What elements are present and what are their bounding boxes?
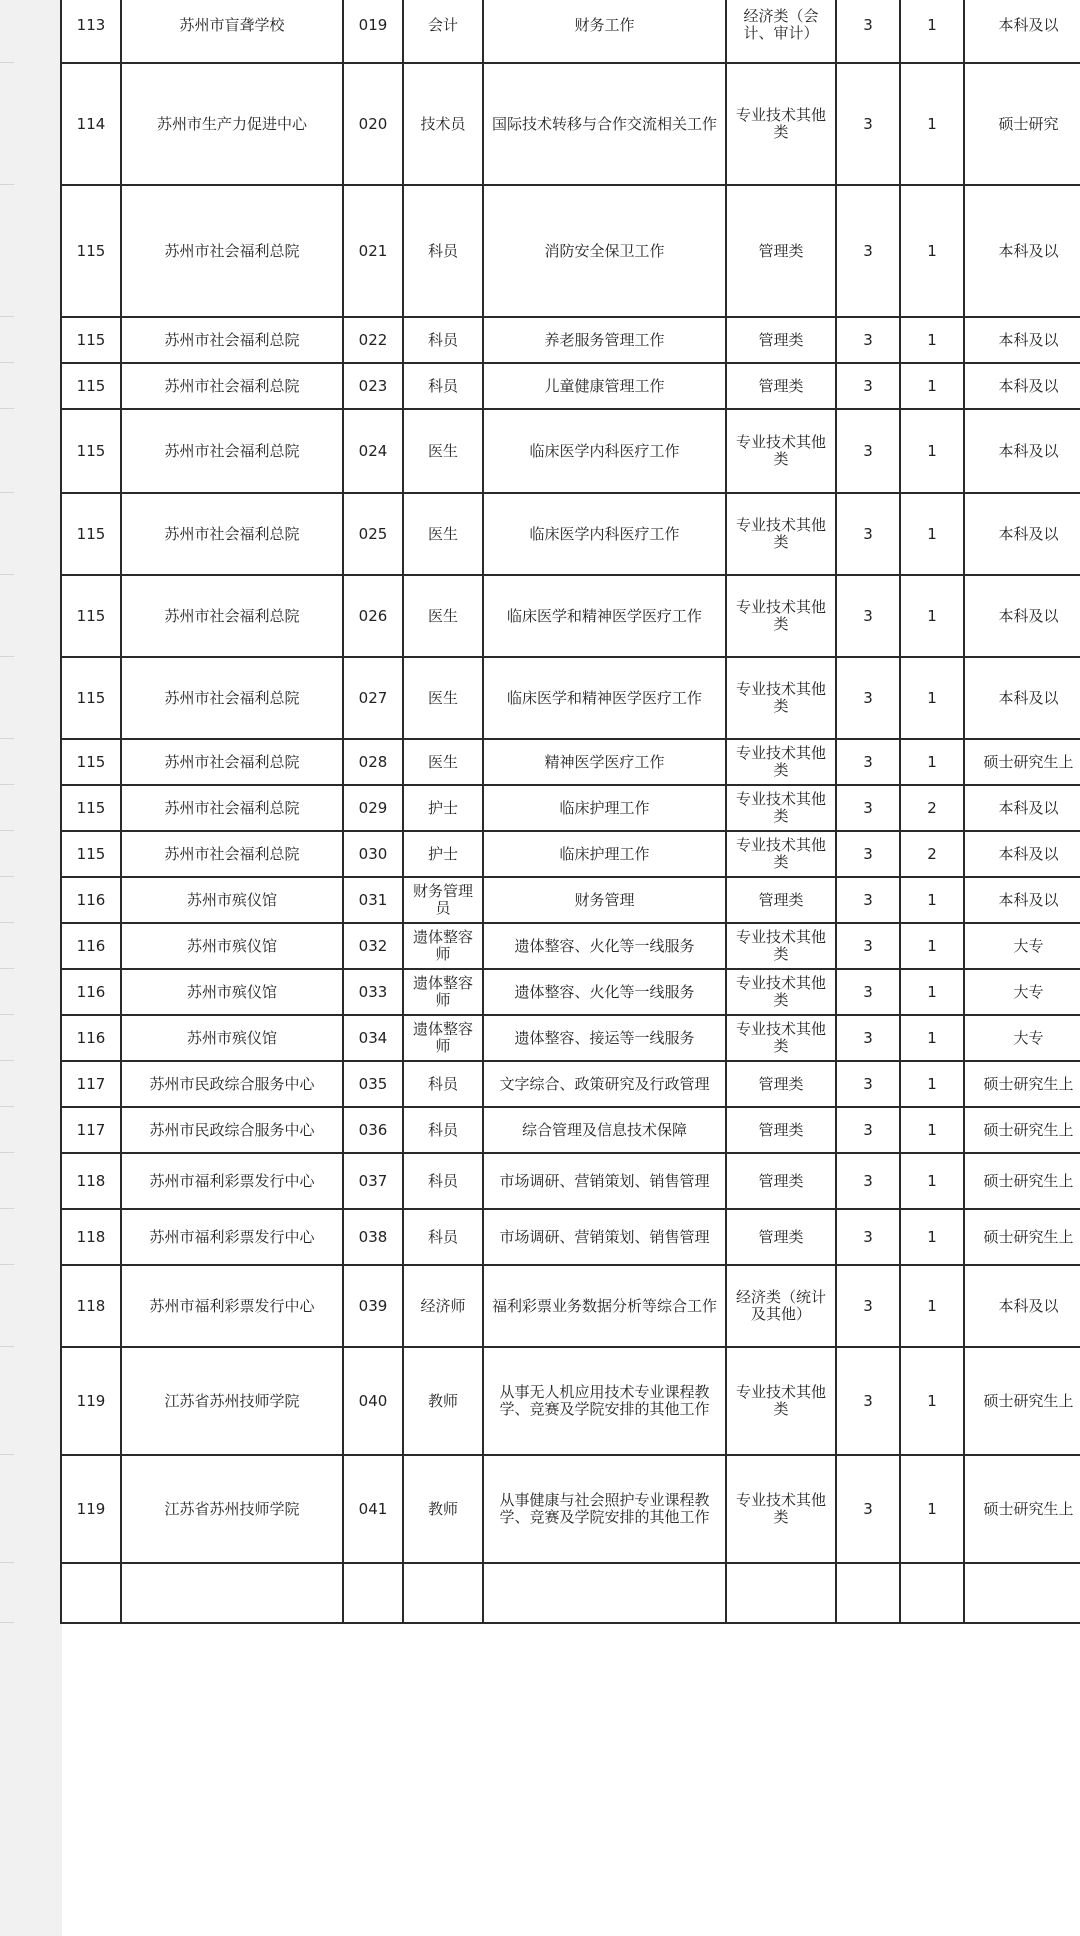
- job-description-cell: 消防安全保卫工作: [483, 185, 726, 317]
- post-name-cell: 经济师: [403, 1265, 483, 1347]
- education-cell: 本科及以: [964, 575, 1080, 657]
- level-cell: 3: [836, 877, 900, 923]
- post-category-cell: 专业技术其他类: [726, 969, 836, 1015]
- serial-cell: 116: [61, 923, 121, 969]
- post-name-cell: 教师: [403, 1455, 483, 1563]
- post-category-cell: 专业技术其他类: [726, 739, 836, 785]
- gutter-tick: [0, 1562, 14, 1563]
- gutter-tick: [0, 1346, 14, 1347]
- gutter-tick: [0, 784, 14, 785]
- post-category-cell: 专业技术其他类: [726, 785, 836, 831]
- level-cell: 3: [836, 1265, 900, 1347]
- job-description-cell: 福利彩票业务数据分析等综合工作: [483, 1265, 726, 1347]
- post-category-cell: 专业技术其他类: [726, 657, 836, 739]
- job-description-cell: 养老服务管理工作: [483, 317, 726, 363]
- table-row: [61, 739, 1080, 785]
- level-cell: 3: [836, 409, 900, 493]
- level-cell: 3: [836, 1107, 900, 1153]
- education-cell: 本科及以: [964, 493, 1080, 575]
- level-cell: 3: [836, 1061, 900, 1107]
- post-code-cell: 023: [343, 363, 403, 409]
- table-row: [61, 1107, 1080, 1153]
- quota-cell: 1: [900, 1107, 964, 1153]
- level-cell: 3: [836, 1015, 900, 1061]
- education-cell: 硕士研究生上: [964, 1107, 1080, 1153]
- job-description-cell: 财务管理: [483, 877, 726, 923]
- quota-cell: 1: [900, 317, 964, 363]
- quota-cell: 1: [900, 63, 964, 185]
- education-cell: 硕士研究生上: [964, 1347, 1080, 1455]
- level-cell: 3: [836, 575, 900, 657]
- serial-cell: 115: [61, 409, 121, 493]
- job-description-cell: 文字综合、政策研究及行政管理: [483, 1061, 726, 1107]
- post-code-cell: 028: [343, 739, 403, 785]
- post-category-cell: 管理类: [726, 185, 836, 317]
- table-row: [61, 657, 1080, 739]
- post-category-cell: 专业技术其他类: [726, 923, 836, 969]
- table-row: [61, 1563, 1080, 1623]
- post-name-cell: 会计: [403, 0, 483, 63]
- gutter-tick: [0, 1106, 14, 1107]
- quota-cell: 1: [900, 409, 964, 493]
- gutter-tick: [0, 656, 14, 657]
- education-cell: 本科及以: [964, 657, 1080, 739]
- table-row: [61, 363, 1080, 409]
- post-name-cell: 护士: [403, 831, 483, 877]
- serial-cell: 118: [61, 1209, 121, 1265]
- serial-cell: [61, 1563, 121, 1623]
- post-name-cell: 科员: [403, 1107, 483, 1153]
- level-cell: 3: [836, 363, 900, 409]
- post-category-cell: 专业技术其他类: [726, 1015, 836, 1061]
- unit-name-cell: 苏州市殡仪馆: [121, 969, 343, 1015]
- gutter-tick: [0, 62, 14, 63]
- post-category-cell: 专业技术其他类: [726, 493, 836, 575]
- quota-cell: 2: [900, 785, 964, 831]
- table-row: [61, 831, 1080, 877]
- education-cell: 本科及以: [964, 0, 1080, 63]
- education-cell: 硕士研究生上: [964, 1153, 1080, 1209]
- level-cell: 3: [836, 739, 900, 785]
- gutter-tick: [0, 968, 14, 969]
- post-category-cell: 管理类: [726, 317, 836, 363]
- post-code-cell: 021: [343, 185, 403, 317]
- job-description-cell: 遗体整容、火化等一线服务: [483, 969, 726, 1015]
- post-code-cell: [343, 1563, 403, 1623]
- education-cell: 本科及以: [964, 831, 1080, 877]
- job-description-cell: 综合管理及信息技术保障: [483, 1107, 726, 1153]
- quota-cell: 1: [900, 969, 964, 1015]
- job-description-cell: 从事无人机应用技术专业课程教学、竞赛及学院安排的其他工作: [483, 1347, 726, 1455]
- table-row: [61, 409, 1080, 493]
- left-gutter: [0, 0, 62, 1936]
- gutter-tick: [0, 738, 14, 739]
- post-code-cell: 026: [343, 575, 403, 657]
- gutter-tick: [0, 876, 14, 877]
- level-cell: [836, 1563, 900, 1623]
- table-row: [61, 877, 1080, 923]
- table-row: [61, 317, 1080, 363]
- post-name-cell: 科员: [403, 1209, 483, 1265]
- unit-name-cell: 苏州市殡仪馆: [121, 923, 343, 969]
- quota-cell: 1: [900, 1209, 964, 1265]
- gutter-tick: [0, 922, 14, 923]
- job-description-cell: 临床医学和精神医学医疗工作: [483, 575, 726, 657]
- quota-cell: 1: [900, 1153, 964, 1209]
- unit-name-cell: 苏州市社会福利总院: [121, 575, 343, 657]
- education-cell: 大专: [964, 969, 1080, 1015]
- job-description-cell: 临床医学内科医疗工作: [483, 409, 726, 493]
- post-code-cell: 031: [343, 877, 403, 923]
- serial-cell: 115: [61, 831, 121, 877]
- education-cell: 本科及以: [964, 363, 1080, 409]
- unit-name-cell: 苏州市社会福利总院: [121, 493, 343, 575]
- level-cell: 3: [836, 1209, 900, 1265]
- level-cell: 3: [836, 1455, 900, 1563]
- job-description-cell: 儿童健康管理工作: [483, 363, 726, 409]
- quota-cell: 1: [900, 1347, 964, 1455]
- table-row: [61, 1265, 1080, 1347]
- education-cell: 大专: [964, 1015, 1080, 1061]
- serial-cell: 118: [61, 1265, 121, 1347]
- serial-cell: 115: [61, 493, 121, 575]
- post-code-cell: 036: [343, 1107, 403, 1153]
- post-code-cell: 022: [343, 317, 403, 363]
- job-description-cell: 市场调研、营销策划、销售管理: [483, 1209, 726, 1265]
- post-code-cell: 025: [343, 493, 403, 575]
- table-row: [61, 1347, 1080, 1455]
- post-name-cell: 护士: [403, 785, 483, 831]
- post-name-cell: 遗体整容师: [403, 969, 483, 1015]
- serial-cell: 119: [61, 1347, 121, 1455]
- post-category-cell: 专业技术其他类: [726, 409, 836, 493]
- gutter-tick: [0, 574, 14, 575]
- level-cell: 3: [836, 493, 900, 575]
- quota-cell: 1: [900, 657, 964, 739]
- post-code-cell: 033: [343, 969, 403, 1015]
- unit-name-cell: [121, 1563, 343, 1623]
- education-cell: 硕士研究生上: [964, 1455, 1080, 1563]
- level-cell: 3: [836, 1347, 900, 1455]
- level-cell: 3: [836, 185, 900, 317]
- post-code-cell: 034: [343, 1015, 403, 1061]
- unit-name-cell: 苏州市社会福利总院: [121, 317, 343, 363]
- table-row: [61, 1061, 1080, 1107]
- post-code-cell: 038: [343, 1209, 403, 1265]
- gutter-tick: [0, 362, 14, 363]
- post-name-cell: 科员: [403, 1153, 483, 1209]
- post-code-cell: 039: [343, 1265, 403, 1347]
- unit-name-cell: 苏州市社会福利总院: [121, 785, 343, 831]
- post-category-cell: 经济类（统计及其他）: [726, 1265, 836, 1347]
- gutter-tick: [0, 1622, 14, 1623]
- gutter-tick: [0, 1264, 14, 1265]
- job-description-cell: 市场调研、营销策划、销售管理: [483, 1153, 726, 1209]
- level-cell: 3: [836, 785, 900, 831]
- post-category-cell: 管理类: [726, 1107, 836, 1153]
- level-cell: 3: [836, 0, 900, 63]
- education-cell: 硕士研究生上: [964, 1209, 1080, 1265]
- serial-cell: 115: [61, 185, 121, 317]
- quota-cell: 1: [900, 1265, 964, 1347]
- quota-cell: 1: [900, 1015, 964, 1061]
- serial-cell: 118: [61, 1153, 121, 1209]
- table-row: [61, 1015, 1080, 1061]
- unit-name-cell: 苏州市社会福利总院: [121, 831, 343, 877]
- unit-name-cell: 苏州市社会福利总院: [121, 363, 343, 409]
- unit-name-cell: 苏州市社会福利总院: [121, 185, 343, 317]
- serial-cell: 113: [61, 0, 121, 63]
- quota-cell: 1: [900, 877, 964, 923]
- post-name-cell: 医生: [403, 493, 483, 575]
- post-name-cell: 科员: [403, 317, 483, 363]
- unit-name-cell: 苏州市殡仪馆: [121, 877, 343, 923]
- post-name-cell: 科员: [403, 185, 483, 317]
- table-row: [61, 0, 1080, 63]
- table-row: [61, 1209, 1080, 1265]
- education-cell: 本科及以: [964, 185, 1080, 317]
- table-row: [61, 185, 1080, 317]
- job-description-cell: 临床护理工作: [483, 831, 726, 877]
- post-name-cell: 教师: [403, 1347, 483, 1455]
- unit-name-cell: 苏州市社会福利总院: [121, 657, 343, 739]
- quota-cell: 1: [900, 363, 964, 409]
- education-cell: 硕士研究: [964, 63, 1080, 185]
- job-description-cell: 临床医学和精神医学医疗工作: [483, 657, 726, 739]
- level-cell: 3: [836, 63, 900, 185]
- job-description-cell: 精神医学医疗工作: [483, 739, 726, 785]
- post-name-cell: 科员: [403, 1061, 483, 1107]
- post-category-cell: 管理类: [726, 877, 836, 923]
- level-cell: 3: [836, 1153, 900, 1209]
- table-row: [61, 1153, 1080, 1209]
- post-name-cell: [403, 1563, 483, 1623]
- serial-cell: 119: [61, 1455, 121, 1563]
- serial-cell: 117: [61, 1061, 121, 1107]
- post-category-cell: 专业技术其他类: [726, 575, 836, 657]
- post-name-cell: 技术员: [403, 63, 483, 185]
- serial-cell: 115: [61, 363, 121, 409]
- quota-cell: 1: [900, 739, 964, 785]
- table-row: [61, 1455, 1080, 1563]
- job-description-cell: 临床医学内科医疗工作: [483, 493, 726, 575]
- unit-name-cell: 苏州市盲聋学校: [121, 0, 343, 63]
- table-row: [61, 575, 1080, 657]
- education-cell: [964, 1563, 1080, 1623]
- quota-cell: 1: [900, 1061, 964, 1107]
- post-code-cell: 041: [343, 1455, 403, 1563]
- education-cell: 硕士研究生上: [964, 739, 1080, 785]
- post-category-cell: [726, 1563, 836, 1623]
- unit-name-cell: 苏州市福利彩票发行中心: [121, 1153, 343, 1209]
- level-cell: 3: [836, 317, 900, 363]
- unit-name-cell: 苏州市殡仪馆: [121, 1015, 343, 1061]
- post-code-cell: 024: [343, 409, 403, 493]
- gutter-tick: [0, 408, 14, 409]
- table-body: [61, 0, 1080, 1623]
- post-name-cell: 医生: [403, 739, 483, 785]
- post-code-cell: 037: [343, 1153, 403, 1209]
- post-category-cell: 管理类: [726, 1209, 836, 1265]
- post-code-cell: 030: [343, 831, 403, 877]
- serial-cell: 115: [61, 739, 121, 785]
- serial-cell: 116: [61, 1015, 121, 1061]
- education-cell: 本科及以: [964, 877, 1080, 923]
- gutter-tick: [0, 1060, 14, 1061]
- unit-name-cell: 苏州市社会福利总院: [121, 409, 343, 493]
- unit-name-cell: 苏州市社会福利总院: [121, 739, 343, 785]
- gutter-tick: [0, 492, 14, 493]
- post-code-cell: 020: [343, 63, 403, 185]
- job-description-cell: 临床护理工作: [483, 785, 726, 831]
- level-cell: 3: [836, 969, 900, 1015]
- table-row: [61, 493, 1080, 575]
- serial-cell: 115: [61, 575, 121, 657]
- table-row: [61, 923, 1080, 969]
- quota-cell: 1: [900, 1455, 964, 1563]
- post-category-cell: 专业技术其他类: [726, 831, 836, 877]
- job-description-cell: 从事健康与社会照护专业课程教学、竞赛及学院安排的其他工作: [483, 1455, 726, 1563]
- post-code-cell: 029: [343, 785, 403, 831]
- unit-name-cell: 江苏省苏州技师学院: [121, 1347, 343, 1455]
- post-category-cell: 专业技术其他类: [726, 63, 836, 185]
- table-row: [61, 969, 1080, 1015]
- table-row: [61, 63, 1080, 185]
- post-name-cell: 财务管理员: [403, 877, 483, 923]
- post-code-cell: 040: [343, 1347, 403, 1455]
- quota-cell: [900, 1563, 964, 1623]
- post-name-cell: 医生: [403, 657, 483, 739]
- quota-cell: 2: [900, 831, 964, 877]
- post-code-cell: 035: [343, 1061, 403, 1107]
- education-cell: 本科及以: [964, 317, 1080, 363]
- post-category-cell: 专业技术其他类: [726, 1347, 836, 1455]
- unit-name-cell: 苏州市民政综合服务中心: [121, 1107, 343, 1153]
- post-name-cell: 遗体整容师: [403, 1015, 483, 1061]
- unit-name-cell: 苏州市福利彩票发行中心: [121, 1209, 343, 1265]
- unit-name-cell: 苏州市福利彩票发行中心: [121, 1265, 343, 1347]
- job-description-cell: 遗体整容、接运等一线服务: [483, 1015, 726, 1061]
- recruitment-table: [60, 0, 1080, 1624]
- level-cell: 3: [836, 831, 900, 877]
- job-description-cell: [483, 1563, 726, 1623]
- gutter-tick: [0, 1208, 14, 1209]
- serial-cell: 116: [61, 969, 121, 1015]
- level-cell: 3: [836, 657, 900, 739]
- unit-name-cell: 江苏省苏州技师学院: [121, 1455, 343, 1563]
- quota-cell: 1: [900, 493, 964, 575]
- gutter-tick: [0, 1454, 14, 1455]
- post-category-cell: 专业技术其他类: [726, 1455, 836, 1563]
- post-name-cell: 医生: [403, 409, 483, 493]
- serial-cell: 117: [61, 1107, 121, 1153]
- education-cell: 硕士研究生上: [964, 1061, 1080, 1107]
- post-name-cell: 医生: [403, 575, 483, 657]
- serial-cell: 116: [61, 877, 121, 923]
- job-description-cell: 财务工作: [483, 0, 726, 63]
- unit-name-cell: 苏州市民政综合服务中心: [121, 1061, 343, 1107]
- job-description-cell: 遗体整容、火化等一线服务: [483, 923, 726, 969]
- post-name-cell: 遗体整容师: [403, 923, 483, 969]
- education-cell: 本科及以: [964, 409, 1080, 493]
- quota-cell: 1: [900, 0, 964, 63]
- education-cell: 本科及以: [964, 785, 1080, 831]
- quota-cell: 1: [900, 575, 964, 657]
- education-cell: 大专: [964, 923, 1080, 969]
- gutter-tick: [0, 1152, 14, 1153]
- serial-cell: 115: [61, 785, 121, 831]
- unit-name-cell: 苏州市生产力促进中心: [121, 63, 343, 185]
- post-category-cell: 管理类: [726, 1153, 836, 1209]
- post-category-cell: 管理类: [726, 363, 836, 409]
- post-category-cell: 经济类（会计、审计）: [726, 0, 836, 63]
- quota-cell: 1: [900, 185, 964, 317]
- gutter-tick: [0, 184, 14, 185]
- serial-cell: 115: [61, 317, 121, 363]
- education-cell: 本科及以: [964, 1265, 1080, 1347]
- job-description-cell: 国际技术转移与合作交流相关工作: [483, 63, 726, 185]
- quota-cell: 1: [900, 923, 964, 969]
- serial-cell: 114: [61, 63, 121, 185]
- table-row: [61, 785, 1080, 831]
- serial-cell: 115: [61, 657, 121, 739]
- gutter-tick: [0, 1014, 14, 1015]
- gutter-tick: [0, 316, 14, 317]
- gutter-tick: [0, 830, 14, 831]
- post-code-cell: 019: [343, 0, 403, 63]
- post-code-cell: 032: [343, 923, 403, 969]
- post-code-cell: 027: [343, 657, 403, 739]
- post-name-cell: 科员: [403, 363, 483, 409]
- level-cell: 3: [836, 923, 900, 969]
- post-category-cell: 管理类: [726, 1061, 836, 1107]
